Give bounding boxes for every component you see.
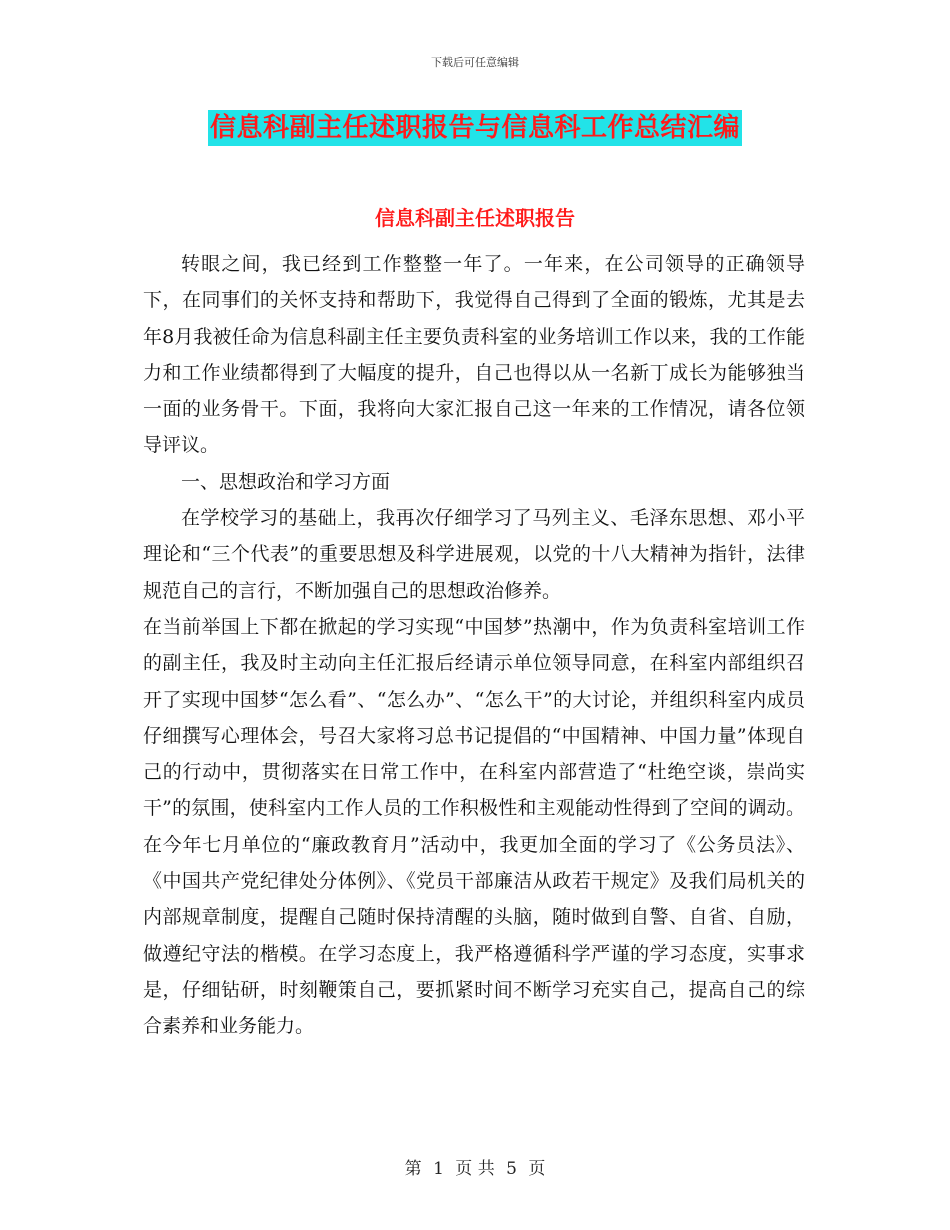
section-heading: 一、思想政治和学习方面 xyxy=(181,470,391,493)
footer-suffix: 页 xyxy=(528,1159,546,1179)
header-note: 下载后可任意编辑 xyxy=(431,56,519,69)
paragraph-study-2: 在当前举国上下都在掀起的学习实现“中国梦”热潮中，作为负责科室培训工作的副主任，我及时主动向主任汇报后经请示单位领导同意，在科室内部组织召开了实现中国梦“怎么看”、“怎么办”、“怎么干”的大讨论，并组织科室内成员仔细撰写心理体会，号召大家将习总书记提倡的“中国精神、中国力量”体现自己的行动中，贯彻落实在日常工作中，在科室内部营造了“杜绝空谈，崇尚实干”的氛围，使科室内工作人员的工作积极性和主观能动性得到了空间的调动。在今年七月单位的“廉政教育月”活动中，我更加全面的学习了《公务员法》、《中国共产党纪律处分体例》、《党员干部廉洁从政若干规定》及我们局机关的内部规章制度，提醒自己随时保持清醒的头脑，随时做到自警、自省、自励，做遵纪守法的楷模。在学习态度上，我严格遵循科学严谨的学习态度，实事求是，仔细钻研，时刻鞭策自己，要抓紧时间不断学习充实自己，提高自己的综合素养和业务能力。 xyxy=(143,615,805,1038)
document-title xyxy=(0,110,950,146)
section-title: 信息科副主任述职报告 xyxy=(375,206,575,230)
page-footer xyxy=(0,1154,950,1179)
paragraph-study-1: 在学校学习的基础上，我再次仔细学习了马列主义、毛泽东思想、邓小平理论和“三个代表”的重要思想及科学进展观，以党的十八大精神为指针，法律规范自己的言行，不断加强自己的思想政治修养。 xyxy=(143,507,805,602)
footer-total-pages: 5 xyxy=(506,1159,517,1179)
footer-prefix: 第 xyxy=(404,1159,422,1179)
document-body xyxy=(143,246,805,1045)
footer-page-number: 1 xyxy=(433,1159,444,1179)
document-title-text: 信息科副主任述职报告与信息科工作总结汇编 xyxy=(208,110,742,146)
paragraph-intro: 转眼之间，我已经到工作整整一年了。一年来，在公司领导的正确领导下，在同事们的关怀支持和帮助下，我觉得自己得到了全面的锻炼，尤其是去年8月我被任命为信息科副主任主要负责科室的业务培训工作以来，我的工作能力和工作业绩都得到了大幅度的提升，自己也得以从一名新丁成长为能够独当一面的业务骨干。下面，我将向大家汇报自己这一年来的工作情况，请各位领导评议。 xyxy=(143,253,805,457)
footer-mid: 页 共 xyxy=(455,1159,495,1179)
